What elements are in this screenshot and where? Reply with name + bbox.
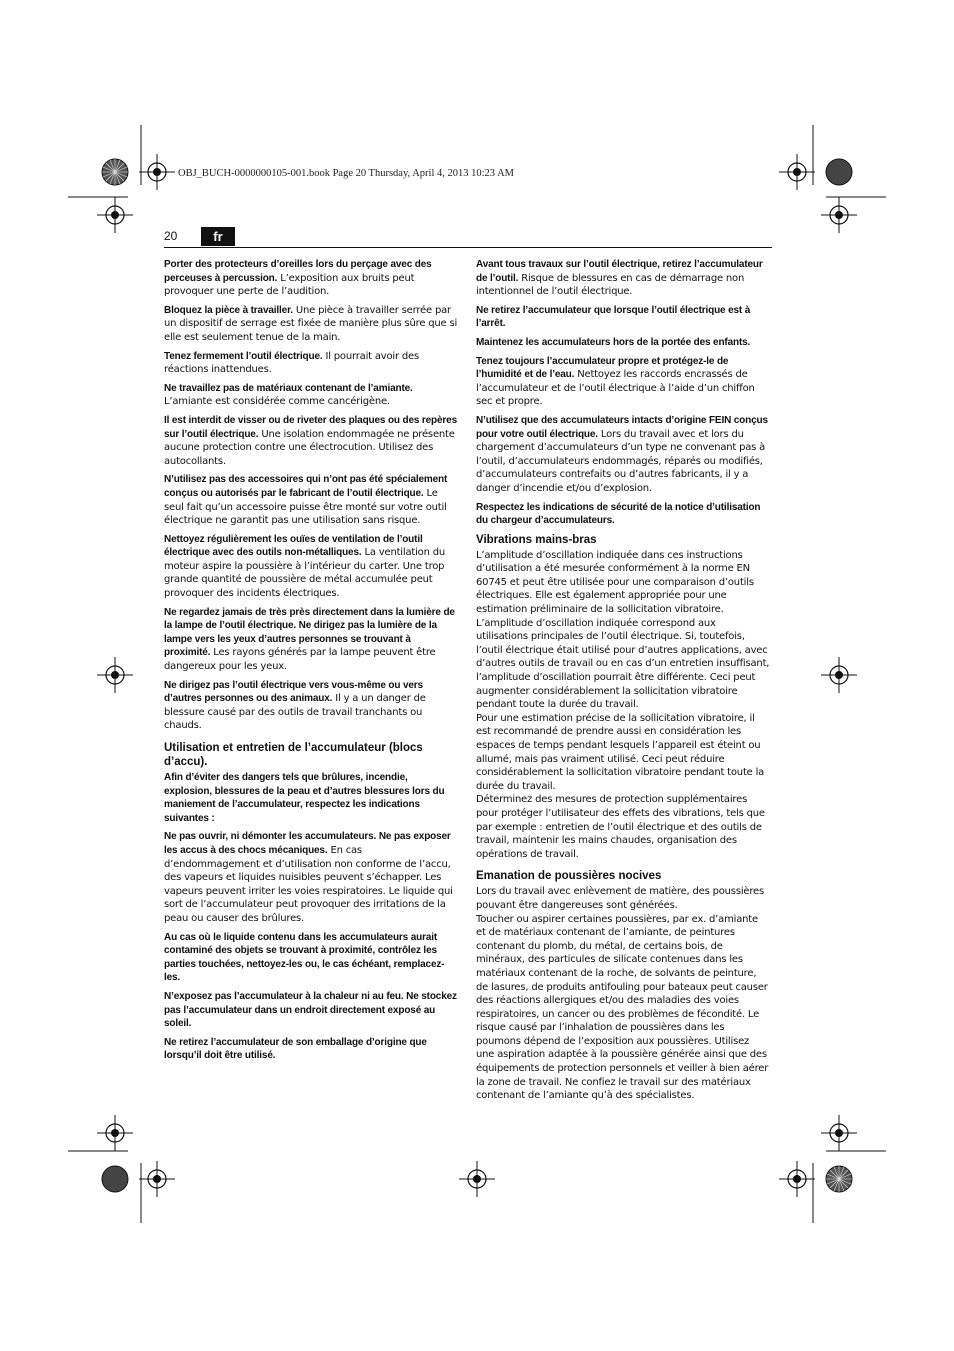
safety-paragraph (164, 679, 458, 733)
paragraph-body: Nettoyez les raccords encrassés de l’accumulateur et de l’outil électrique à l’aide d’un chiffon sec et propre. (476, 369, 755, 408)
paragraph-bold-lead: Ne travaillez pas de matériaux contenant de l’amiante. (164, 382, 413, 394)
paragraph-bold-lead: Tenez toujours l’accumulateur propre et protégez-le de l’humidité et de l’eau. (476, 355, 729, 381)
body-paragraph: Lors du travail avec enlèvement de matière, des poussières pouvant être dangereuses sont générées. (476, 886, 765, 911)
paragraph-bold-lead: Ne dirigez pas l’outil électrique vers vous-même ou vers d’autres personnes ou des animaux. (164, 679, 423, 705)
header-rule (164, 247, 772, 248)
right-column (476, 258, 770, 1103)
body-paragraph: Pour une estimation précise de la sollicitation vibratoire, il est recommandé de prendre aussi en considération les espaces de temps pendant lesquels l’appareil est éteint ou allumé, mais pas vraiment utilisé. Ceci peut réduire considérablement la sollicitation vibratoire pendant toute la durée du travail. (476, 712, 765, 792)
safety-warning-bold: N’exposez pas l’accumulateur à la chaleur ni au feu. Ne stockez pas l’accumulateur dans un endroit directement exposé au soleil. (164, 990, 457, 1030)
paragraph-body: Risque de blessures en cas de démarrage non intentionnel de l’outil électrique. (476, 272, 745, 298)
safety-warning-bold: Ne retirez l’accumulateur que lorsque l’outil électrique est à l’arrêt. (476, 304, 751, 330)
safety-warning-bold: Au cas où le liquide contenu dans les accumulateurs aurait contaminé des objets se trouvant à proximité, contrôlez les parties touchées, nettoyez-les ou, le cas échéant, remplacez-les. (164, 931, 445, 984)
safety-paragraph (476, 355, 770, 409)
paragraph-bold-lead: Avant tous travaux sur l’outil électrique, retirez l’accumulateur de l’outil. (476, 259, 763, 284)
paragraph-body: Lors du travail avec et lors du chargement d’accumulateurs d’un type ne convenant pas à l’outil, d’accumulateurs endommagés, réparés ou modifiés, d’accumulateurs contrefaits ou d’autres fabricants, il y a danger d’incendie et/ou d’explosion. (476, 428, 766, 494)
safety-warning-bold: Afin d’éviter des dangers tels que brûlures, incendie, explosion, blessures de la peau et d’autres blessures lors du maniement de l’accumulateur, respectez les indications suivantes : (164, 772, 445, 824)
paragraph-bold-lead: Porter des protecteurs d’oreilles lors du perçage avec des perceuses à percussion. (164, 259, 432, 284)
paragraph-bold-lead: Il est interdit de visser ou de riveter des plaques ou des repères sur l’outil électrique. (164, 414, 457, 440)
section-heading: Vibrations mains-bras (476, 533, 597, 546)
paragraph-body: L’amiante est considérée comme cancérigène. (164, 396, 390, 408)
paragraph-body: Le seul fait qu’un accessoire puisse être monté sur votre outil électrique ne garantit pas une utilisation sans risque. (164, 487, 447, 527)
safety-paragraph (164, 830, 458, 925)
body-paragraph: Toucher ou aspirer certaines poussières, par ex. d’amiante et de matériaux contenant de l’amiante, de peintures contenant du plomb, du métal, de certains bois, de minéraux, des particules de silicate contenues dans les matériaux contenant de la roche, de solvants de peinture, de lasures, de produits antifouling pour bateaux peut causer des réactions allergiques et/ou des maladies des voies respiratoires, un cancer ou des problèmes de fécondité. Le risque causé par l’inhalation de poussières dans les poumons dépend de l’exposition aux poussières. Utilisez une aspiration adaptée à la poussière générée ainsi que des équipements de protection personnels et veiller à bien aérer la zone de travail. Ne confiez le travail sur des matériaux contenant de l’amiante qu’à des spécialistes. (476, 913, 769, 1102)
paragraph-body: Une isolation endommagée ne présente aucune protection contre une électrocution. Utilisez des autocollants. (164, 428, 455, 467)
safety-warning-bold: Maintenez les accumulateurs hors de la portée des enfants. (476, 336, 751, 348)
paragraph-bold-lead: N’utilisez que des accumulateurs intacts d’origine FEIN conçus pour votre outil électrique. (476, 414, 768, 440)
language-badge: fr (201, 227, 235, 246)
paragraph-bold-lead: N’utilisez pas des accessoires qui n’ont pas été spécialement conçus ou autorisés par le fabricant de l’outil électrique. (164, 474, 448, 499)
safety-warning-bold: Respectez les indications de sécurité de la notice d’utilisation du chargeur d’accumulateurs. (476, 501, 761, 527)
paragraph-body: Il pourrait avoir des réactions inattendues. (164, 350, 419, 376)
paragraph-bold-lead: Ne pas ouvrir, ni démonter les accumulateurs. Ne pas exposer les accus à des chocs mécaniques. (164, 831, 451, 856)
paragraph-body: Une pièce à travailler serrée par un dispositif de serrage est fixée de manière plus sûre que si elle est seulement tenue de la main. (164, 304, 458, 343)
section-heading: Utilisation et entretien de l’accumulateur (blocs d’accu). (164, 742, 423, 768)
section-heading: Emanation de poussières nocives (476, 870, 662, 883)
safety-paragraph (164, 473, 458, 527)
print-slug-line: OBJ_BUCH-0000000105-001.book Page 20 Thursday, April 4, 2013 10:23 AM (178, 168, 514, 179)
safety-paragraph (164, 606, 458, 674)
body-paragraph: Déterminez des mesures de protection supplémentaires pour protéger l’utilisateur des effets des vibrations, tels que par exemple : entretien de l’outil électrique et des outils de travail, maintenir les mains chaudes, organisation des opérations de travail. (476, 794, 765, 860)
body-paragraph: L’amplitude d’oscillation indiquée correspond aux utilisations principales de l’outil électrique. Si, toutefois, l’outil électrique était utilisé pour d’autres applications, avec d’autres outils de travail ou en cas d’un entretien insuffisant, l’amplitude d’oscillation pourrait être différente. Ceci peut augmenter considérablement la sollicitation vibratoire pendant toute la durée du travail. (476, 617, 770, 711)
left-column (164, 258, 458, 1068)
paragraph-bold-lead: Bloquez la pièce à travailler. (164, 304, 293, 316)
safety-paragraph (164, 414, 458, 468)
safety-warning-bold: Ne retirez l’accumulateur de son emballage d’origine que lorsqu’il doit être utilisé. (164, 1036, 427, 1062)
safety-paragraph (164, 304, 458, 345)
paragraph-body: Les rayons générés par la lampe peuvent être dangereux pour les yeux. (164, 647, 436, 673)
paragraph-bold-lead: Tenez fermement l’outil électrique. (164, 350, 323, 362)
paragraph-bold-lead: Nettoyez régulièrement les ouïes de ventilation de l’outil électrique avec des outils non-métalliques. (164, 533, 423, 559)
safety-paragraph (476, 414, 770, 496)
safety-paragraph (164, 350, 458, 377)
paragraph-bold-lead: Ne regardez jamais de très près directement dans la lumière de la lampe de l’outil électrique. Ne dirigez pas la lumière de la lampe vers les yeux d’autres personnes se trouvant à proximité. (164, 606, 455, 659)
safety-paragraph (164, 258, 458, 299)
paragraph-body: La ventilation du moteur aspire la poussière à l’intérieur du carter. Une trop grande quantité de poussière de métal accumulée peut provoquer des incidents électriques. (164, 547, 446, 600)
body-paragraph: L’amplitude d’oscillation indiquée dans ces instructions d’utilisation a été mesurée conformément à la norme EN 60745 et peut être utilisée pour une comparaison d’outils électriques. Elle est également appropriée pour une estimation préliminaire de la sollicitation vibratoire. (476, 549, 754, 616)
paragraph-body: Il y a un danger de blessure causé par des outils de travail tranchants ou chauds. (164, 693, 426, 732)
safety-paragraph (164, 533, 458, 601)
safety-paragraph (476, 258, 770, 299)
page-number: 20 (164, 229, 178, 243)
paragraph-body: En cas d’endommagement et d’utilisation non conforme de l’accu, des vapeurs et liquides nuisibles peuvent s’échapper. Les vapeurs peuvent irriter les voies respiratoires. Le liquide qui sort de l’accumulateur peut provoquer des irritations de la peau ou causer des brûlures. (164, 844, 453, 924)
safety-paragraph (164, 382, 458, 409)
paragraph-body: L’exposition aux bruits peut provoquer une perte de l’audition. (164, 272, 415, 298)
